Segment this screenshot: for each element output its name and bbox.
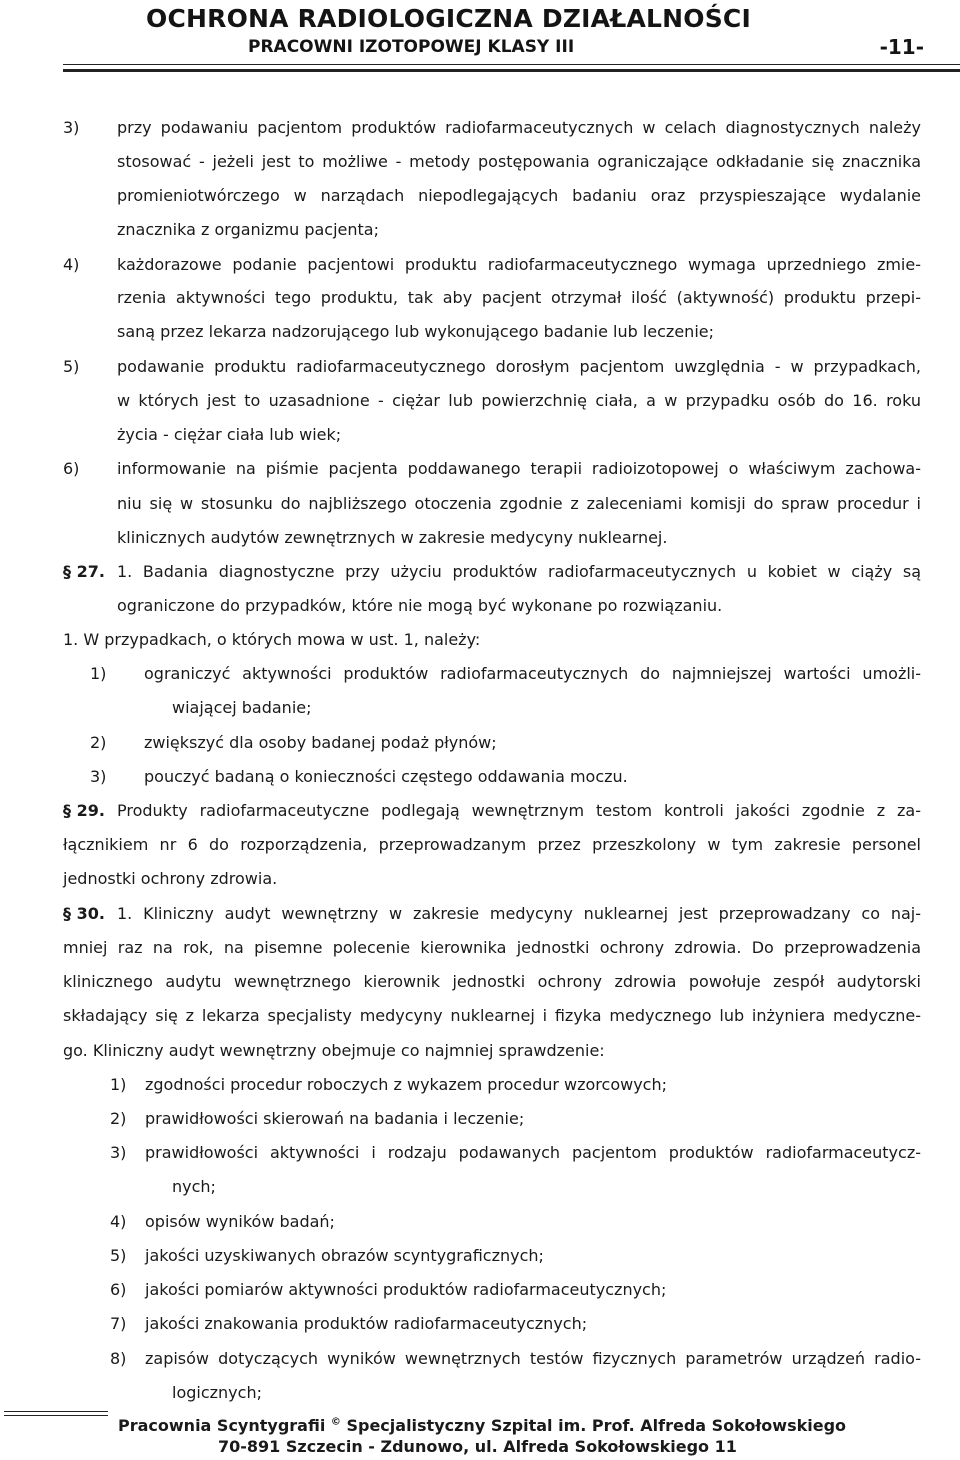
header-subtitle: PRACOWNI IZOTOPOWEJ KLASY III	[248, 37, 575, 57]
text-line: 1. Badania diagnostyczne przy użyciu produktów radiofarmaceutycznych u kobiet w ciąży są	[117, 562, 921, 581]
text-line: podawanie produktu radiofarmaceutycznego dorosłym pacjentom uwzględnia - w przypadkach,	[117, 357, 921, 376]
header-title: OCHRONA RADIOLOGICZNA DZIAŁALNOŚCI	[146, 4, 751, 33]
item-number: 5)	[110, 1246, 127, 1265]
text-line: klinicznych audytów zewnętrznych w zakresie medycyny nuklearnej.	[117, 528, 668, 547]
page-number: -11-	[879, 35, 924, 59]
list-item: prawidłowości aktywności i rodzaju podawanych pacjentom produktów radiofarmaceutycz-	[145, 1143, 921, 1162]
list-item: zgodności procedur roboczych z wykazem procedur wzorcowych;	[145, 1075, 667, 1094]
footer-address: 70-891 Szczecin - Zdunowo, ul. Alfreda Sokołowskiego 11	[218, 1437, 737, 1456]
item-number: 6)	[110, 1280, 127, 1299]
text-line: każdorazowe podanie pacjentowi produktu radiofarmaceutycznego wymaga uprzedniego zmie-	[117, 255, 921, 274]
text-line: wiającej badanie;	[172, 698, 312, 717]
item-number: 6)	[63, 459, 80, 478]
item-number: 5)	[63, 357, 80, 376]
text-line: pouczyć badaną o konieczności częstego oddawania moczu.	[144, 767, 628, 786]
section-mark: § 30.	[63, 904, 105, 923]
text-line: 1. W przypadkach, o których mowa w ust. 1, należy:	[63, 630, 481, 649]
text-line: 1. Kliniczny audyt wewnętrzny w zakresie medycyny nuklearnej jest przeprowadzany co naj-	[117, 904, 921, 923]
text-line: stosować - jeżeli jest to możliwe - metody postępowania ograniczające odkładanie się znacznika	[117, 152, 921, 171]
text-line: klinicznego audytu wewnętrznego kierownik jednostki ochrony zdrowia powołuje zespół audytorski	[63, 972, 921, 991]
item-number: 2)	[90, 733, 107, 752]
item-number: 1)	[110, 1075, 127, 1094]
list-item-continuation: logicznych;	[172, 1383, 262, 1402]
list-item-continuation: nych;	[172, 1177, 216, 1196]
header-rule-thick	[63, 69, 960, 72]
item-number: 4)	[110, 1212, 127, 1231]
text-line: niu się w stosunku do najbliższego otoczenia zgodnie z zaleceniami komisji do spraw procedur i	[117, 494, 921, 513]
text-line: Produkty radiofarmaceutyczne podlegają wewnętrznym testom kontroli jakości zgodnie z za-	[117, 801, 921, 820]
item-number: 1)	[90, 664, 107, 683]
item-number: 3)	[63, 118, 80, 137]
section-mark: § 27.	[63, 562, 105, 581]
item-number: 3)	[90, 767, 107, 786]
text-line: ograniczone do przypadków, które nie mogą być wykonane po rozwiązaniu.	[117, 596, 723, 615]
text-line: saną przez lekarza nadzorującego lub wykonującego badanie lub leczenie;	[117, 322, 714, 341]
text-line: go. Kliniczny audyt wewnętrzny obejmuje co najmniej sprawdzenie:	[63, 1041, 605, 1060]
list-item: jakości znakowania produktów radiofarmaceutycznych;	[145, 1314, 588, 1333]
text-line: zwiększyć dla osoby badanej podaż płynów;	[144, 733, 497, 752]
footer-hospital: Specjalistyczny Szpital im. Prof. Alfreda Sokołowskiego	[346, 1416, 847, 1435]
text-line: ograniczyć aktywności produktów radiofarmaceutycznych do najmniejszej wartości umożli-	[144, 664, 921, 683]
text-line: życia - ciężar ciała lub wiek;	[117, 425, 342, 444]
text-line: mniej raz na rok, na pisemne polecenie kierownika jednostki ochrony zdrowia. Do przeprowadzenia	[63, 938, 921, 957]
text-line: informowanie na piśmie pacjenta poddawanego terapii radioizotopowej o właściwym zachowa-	[117, 459, 921, 478]
copyright-symbol: ©	[330, 1416, 341, 1428]
list-item: prawidłowości skierowań na badania i leczenie;	[145, 1109, 525, 1128]
footer-rule	[4, 1411, 108, 1412]
footer-unit: Pracownia Scyntygrafii	[118, 1416, 326, 1435]
text-line: jednostki ochrony zdrowia.	[63, 869, 278, 888]
text-line: w których jest to uzasadnione - ciężar lub powierzchnię ciała, a w przypadku osób do 16. roku	[117, 391, 921, 410]
list-item: jakości pomiarów aktywności produktów radiofarmaceutycznych;	[145, 1280, 667, 1299]
text-line: łącznikiem nr 6 do rozporządzenia, przeprowadzanym przez przeszkolony w tym zakresie personel	[63, 835, 921, 854]
footer-rule-thin	[4, 1415, 108, 1416]
text-line: rzenia aktywności tego produktu, tak aby pacjent otrzymał ilość (aktywność) produktu przepi-	[117, 288, 921, 307]
text-line: znacznika z organizmu pacjenta;	[117, 220, 379, 239]
text-line: składający się z lekarza specjalisty medycyny nuklearnej i fizyka medycznego lub inżyniera medyczne-	[63, 1006, 921, 1025]
list-item: zapisów dotyczących wyników wewnętrznych testów fizycznych parametrów urządzeń radio-	[145, 1349, 921, 1368]
item-number: 2)	[110, 1109, 127, 1128]
section-mark: § 29.	[63, 801, 105, 820]
list-item: opisów wyników badań;	[145, 1212, 335, 1231]
item-number: 8)	[110, 1349, 127, 1368]
text-line: promieniotwórczego w narządach niepodlegających badaniu oraz przyspieszające wydalanie	[117, 186, 921, 205]
item-number: 3)	[110, 1143, 127, 1162]
header-rule	[63, 64, 960, 65]
list-item: jakości uzyskiwanych obrazów scyntygraficznych;	[145, 1246, 544, 1265]
item-number: 4)	[63, 255, 80, 274]
text-line: przy podawaniu pacjentom produktów radiofarmaceutycznych w celach diagnostycznych należy	[117, 118, 921, 137]
footer-line-1	[118, 1416, 846, 1435]
item-number: 7)	[110, 1314, 127, 1333]
